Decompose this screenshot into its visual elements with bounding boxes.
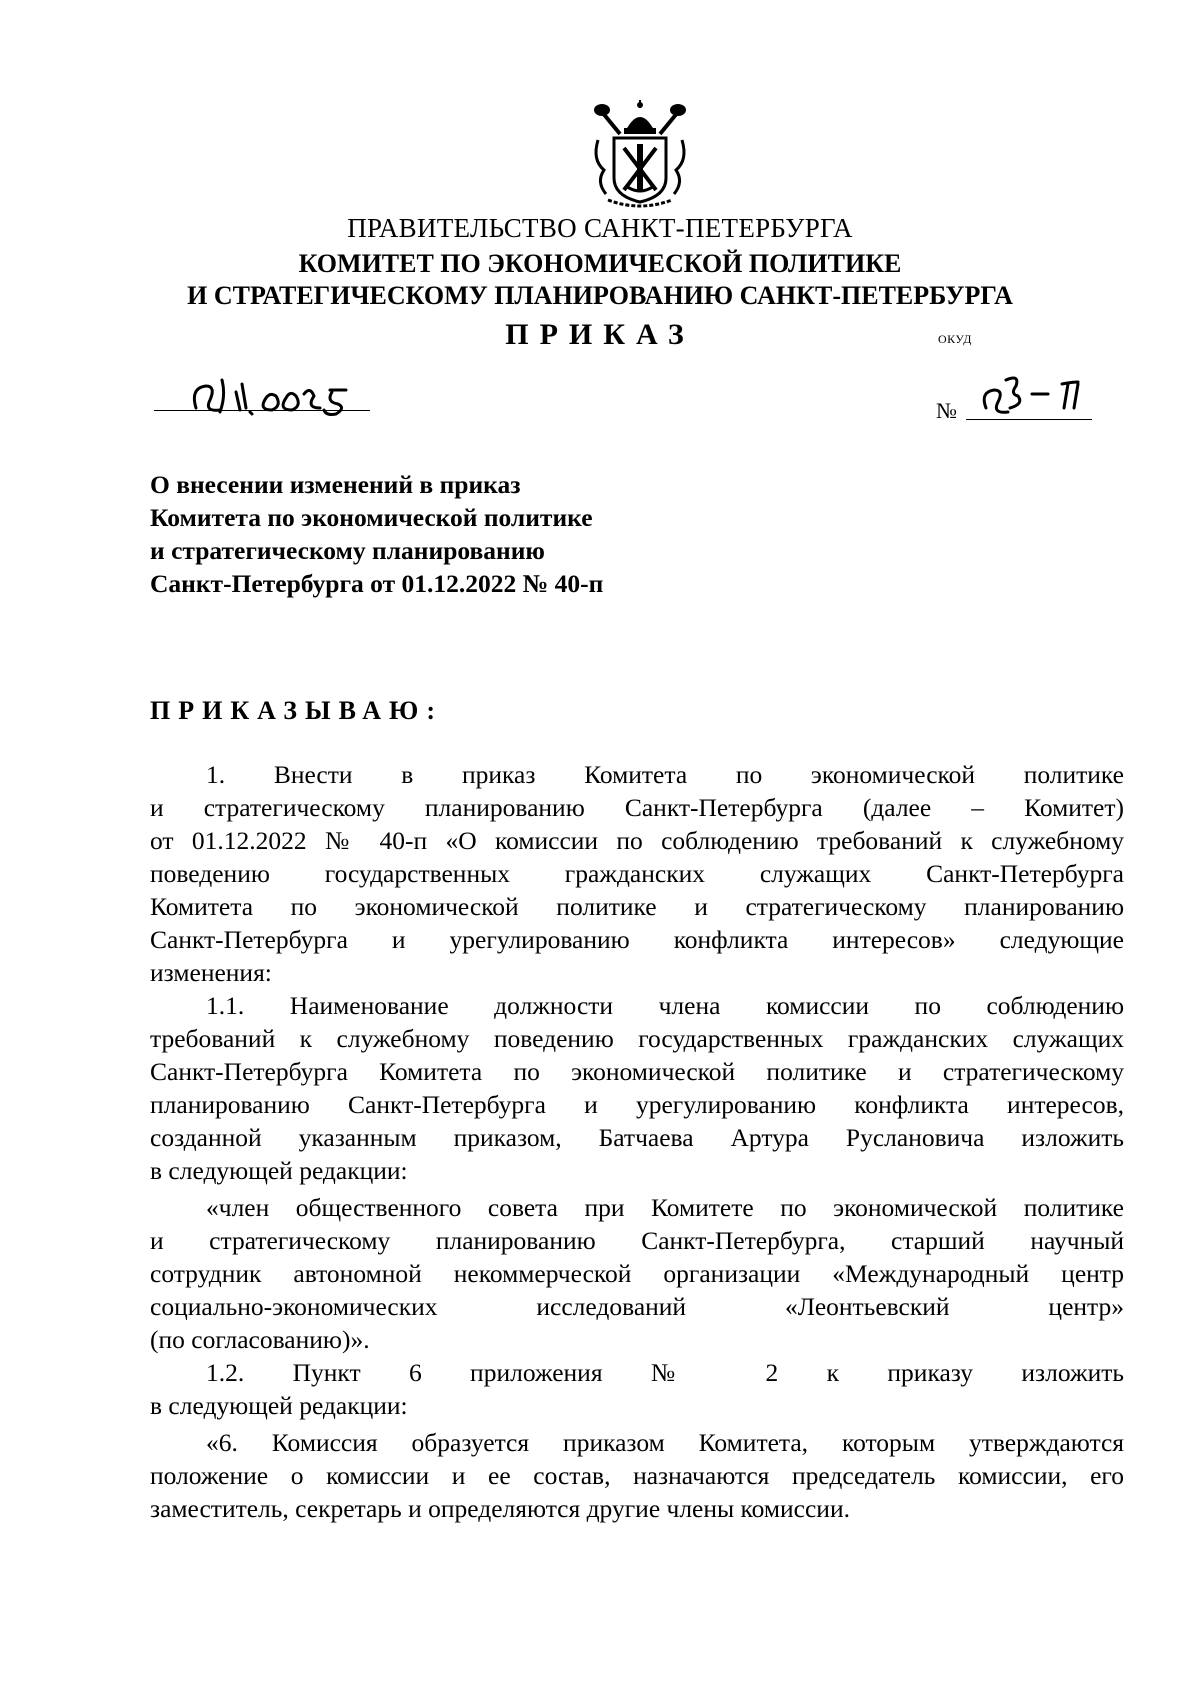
text-line: сотрудник автономной некоммерческой организации «Международный центр: [150, 1259, 1124, 1288]
text-line: и стратегическому планированию Санкт-Петербурга (далее – Комитет): [150, 793, 1124, 822]
document-body: [150, 758, 1124, 1525]
paragraph-1: [150, 758, 1124, 989]
subject-line: и стратегическому планированию: [150, 536, 545, 565]
subject-line: О внесении изменений в приказ: [150, 470, 521, 499]
coat-of-arms-emblem: [590, 100, 690, 210]
text-line: Комитета по экономической политике и стратегическому планированию: [150, 892, 1124, 921]
paragraph-1-2: [150, 1356, 1124, 1422]
text-line: Санкт-Петербурга и урегулированию конфликта интересов» следующие: [150, 925, 1124, 954]
committee-name-line1: КОМИТЕТ ПО ЭКОНОМИЧЕСКОЙ ПОЛИТИКЕ: [298, 249, 902, 278]
paragraph-1-1-quote: [150, 1191, 1124, 1356]
text-line: «6. Комиссия образуется приказом Комитета, которым утверждаются: [206, 1428, 1124, 1457]
text-line: от 01.12.2022 № 40-п «О комиссии по соблюдению требований к служебному: [150, 826, 1124, 855]
text-line: требований к служебному поведению государственных гражданских служащих: [150, 1024, 1124, 1053]
text-line: и стратегическому планированию Санкт-Петербурга, старший научный: [150, 1226, 1124, 1255]
text-line: планированию Санкт-Петербурга и урегулированию конфликта интересов,: [150, 1090, 1124, 1119]
handwritten-number: [976, 368, 1106, 428]
text-line: 1.1. Наименование должности члена комиссии по соблюдению: [206, 991, 1124, 1020]
decree-heading: ПРИКАЗЫВАЮ:: [150, 696, 443, 725]
subject-line: Санкт-Петербурга от 01.12.2022 № 40-п: [150, 569, 604, 598]
text-line: 1. Внести в приказ Комитета по экономической политике: [206, 760, 1124, 789]
document-subject: [150, 468, 603, 600]
paragraph-1-1: [150, 989, 1124, 1187]
number-sign: №: [936, 398, 957, 423]
text-line: социально-экономических исследований «Леонтьевский центр»: [150, 1292, 1124, 1321]
committee-name-line2: И СТРАТЕГИЧЕСКОМУ ПЛАНИРОВАНИЮ САНКТ-ПЕТЕРБУРГА: [187, 281, 1013, 310]
text-line: (по согласованию)».: [150, 1325, 370, 1354]
text-line: заместитель, секретарь и определяются другие члены комиссии.: [150, 1494, 850, 1523]
text-line: поведению государственных гражданских служащих Санкт-Петербурга: [150, 859, 1124, 888]
handwritten-date: [186, 368, 426, 424]
text-line: 1.2. Пункт 6 приложения № 2 к приказу изложить: [206, 1358, 1124, 1387]
subject-line: Комитета по экономической политике: [150, 503, 593, 532]
text-line: созданной указанным приказом, Батчаева Артура Руслановича изложить: [150, 1123, 1124, 1152]
text-line: в следующей редакции:: [150, 1156, 408, 1185]
text-line: в следующей редакции:: [150, 1391, 408, 1420]
text-line: Санкт-Петербурга Комитета по экономической политике и стратегическому: [150, 1057, 1124, 1086]
paragraph-1-2-quote: [150, 1426, 1124, 1525]
text-line: «член общественного совета при Комитете по экономической политике: [206, 1193, 1124, 1222]
text-line: положение о комиссии и ее состав, назначаются председатель комиссии, его: [150, 1461, 1124, 1490]
okud-label: ОКУД: [938, 332, 972, 346]
government-name: ПРАВИТЕЛЬСТВО САНКТ-ПЕТЕРБУРГА: [347, 213, 853, 243]
document-type: ПРИКАЗ: [505, 318, 695, 351]
text-line: изменения:: [150, 958, 272, 987]
